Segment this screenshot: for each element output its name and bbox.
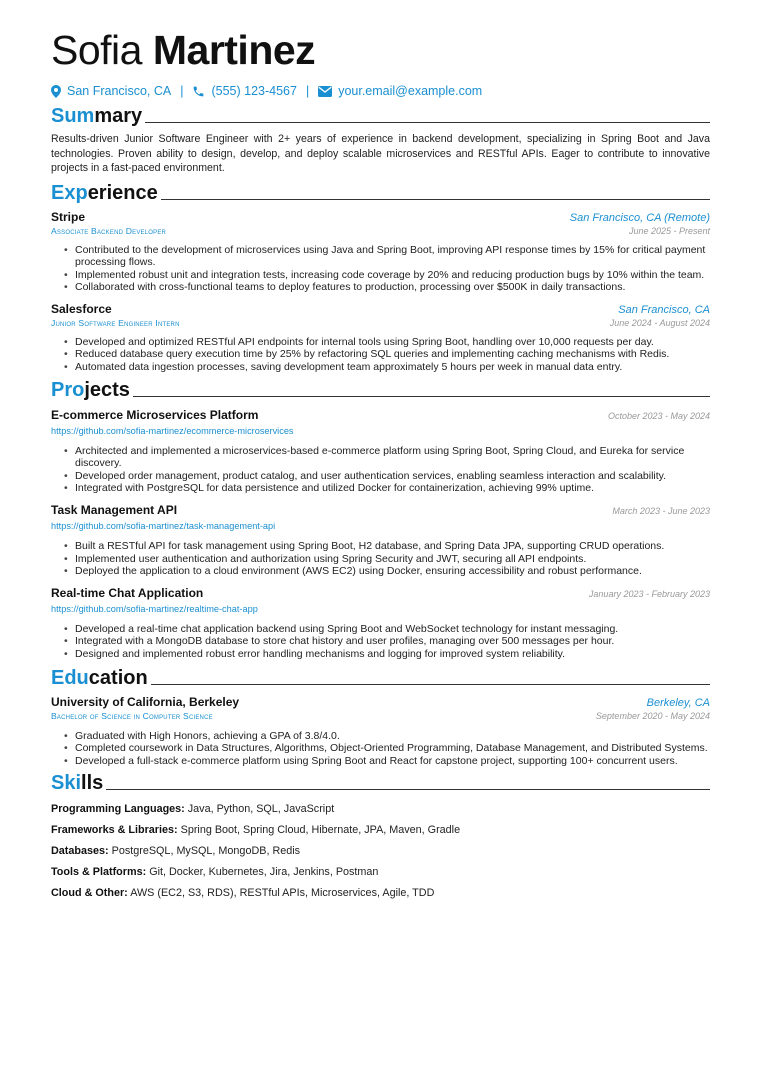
- bullet-list: [75, 730, 710, 768]
- job-location: San Francisco, CA: [618, 303, 710, 316]
- section-title: Summary: [51, 105, 143, 127]
- list-item: • Collaborated with cross-functional teams to deploy features to production, processing over $500K in daily transactions.: [75, 281, 710, 294]
- bullet-list: [75, 623, 710, 661]
- list-item: • Implemented robust unit and integration tests, increasing code coverage by 20% and reducing production bugs by 10% within the team.: [75, 269, 710, 282]
- project-link[interactable]: https://github.com/sofia-martinez/realtime-chat-app: [51, 603, 258, 614]
- skill-row: [51, 865, 710, 879]
- first-name: Sofia: [51, 27, 142, 73]
- section-title: Experience: [51, 181, 158, 204]
- skill-row: [51, 823, 710, 837]
- project-name: Task Management API: [51, 503, 178, 518]
- skill-row: [51, 844, 710, 858]
- list-item: • Contributed to the development of microservices using Java and Spring Boot, improving API response times by 15% for critical payment processing flows.: [75, 244, 710, 269]
- project-entry: [51, 408, 710, 495]
- skills-heading: [51, 772, 710, 794]
- phone-text: (555) 123-4567: [211, 84, 297, 98]
- degree: Bachelor of Science in Computer Science: [51, 710, 213, 721]
- skill-label: Cloud & Other:: [51, 887, 128, 900]
- summary-heading: [51, 105, 710, 127]
- list-item: • Developed order management, product catalog, and user authentication services, enabling seamless interaction and scalability.: [75, 470, 710, 483]
- skill-label: Frameworks & Libraries:: [51, 824, 178, 837]
- list-item: • Integrated with PostgreSQL for data persistence and utilized Docker for containerization, achieving 99% uptime.: [75, 482, 710, 495]
- project-name: Real-time Chat Application: [51, 585, 204, 600]
- project-entry: [51, 586, 710, 661]
- list-item: • Completed coursework in Data Structures, Algorithms, Object-Oriented Programming, Database Management, and Distributed Systems.: [75, 742, 710, 755]
- contact-location: [51, 84, 171, 98]
- company-name: Stripe: [51, 209, 86, 224]
- project-dates: January 2023 - February 2023: [588, 588, 710, 599]
- skill-value: PostgreSQL, MySQL, MongoDB, Redis: [111, 845, 301, 858]
- list-item: • Automated data ingestion processes, saving development team approximately 5 hours per week in manual data entry.: [75, 361, 710, 374]
- bullet-list: [75, 445, 710, 495]
- list-item: • Developed a real-time chat application backend using Spring Boot and WebSocket technology for instant messaging.: [75, 623, 710, 636]
- job-dates: June 2025 - Present: [628, 225, 710, 236]
- skill-label: Databases:: [51, 845, 109, 858]
- project-link[interactable]: https://github.com/sofia-martinez/task-management-api: [51, 521, 276, 532]
- list-item: • Integrated with a MongoDB database to store chat history and user profiles, managing over 500 messages per hour.: [75, 635, 710, 648]
- candidate-name: [51, 26, 710, 74]
- list-item: • Built a RESTful API for task management using Spring Boot, H2 database, and Spring Data JPA, supporting CRUD operations.: [75, 540, 710, 553]
- job-location: San Francisco, CA (Remote): [569, 211, 710, 224]
- job-title: Associate Backend Developer: [51, 225, 167, 236]
- skill-value: Spring Boot, Spring Cloud, Hibernate, JPA, Maven, Gradle: [180, 824, 461, 837]
- education-dates: September 2020 - May 2024: [595, 710, 710, 721]
- project-dates: March 2023 - June 2023: [612, 506, 710, 517]
- contact-separator: |: [180, 84, 184, 98]
- school-name: University of California, Berkeley: [51, 694, 240, 709]
- contact-separator: |: [305, 84, 310, 98]
- school-location: Berkeley, CA: [646, 696, 710, 709]
- list-item: • Architected and implemented a microservices-based e-commerce platform using Spring Boot, Spring Cloud, and Eureka for service discovery.: [75, 445, 710, 470]
- section-divider: [151, 684, 710, 685]
- list-item: • Deployed the application to a cloud environment (AWS EC2) using Docker, ensuring accessibility and robust performance.: [75, 565, 710, 578]
- bullet-list: [75, 336, 710, 374]
- section-divider: [145, 122, 710, 123]
- bullet-list: [75, 540, 710, 578]
- education-heading: [51, 667, 710, 689]
- phone-icon: [192, 85, 205, 98]
- section-divider: [106, 789, 710, 790]
- experience-heading: [51, 182, 710, 204]
- email-text: your.email@example.com: [338, 84, 483, 98]
- list-item: • Developed a full-stack e-commerce platform using Spring Boot and React for capstone project, supporting 100+ concurrent users.: [75, 755, 710, 768]
- project-entry: [51, 503, 710, 578]
- section-title: Education: [51, 666, 148, 689]
- skill-row: [51, 802, 710, 816]
- list-item: • Designed and implemented robust error handling mechanisms and logging for improved system reliability.: [75, 648, 710, 661]
- skill-value: AWS (EC2, S3, RDS), RESTful APIs, Microservices, Agile, TDD: [130, 887, 435, 900]
- company-name: Salesforce: [51, 301, 112, 316]
- experience-entry: [51, 210, 710, 294]
- section-divider: [133, 396, 710, 397]
- job-title: Junior Software Engineer Intern: [51, 317, 180, 328]
- job-dates: June 2024 - August 2024: [609, 317, 710, 328]
- section-title: Skills: [51, 772, 104, 795]
- education-entry: [51, 695, 710, 768]
- list-item: • Graduated with High Honors, achieving a GPA of 3.8/4.0.: [75, 730, 710, 743]
- section-title: Projects: [51, 378, 130, 401]
- summary-text: Results-driven Junior Software Engineer with 2+ years of experience in backend development, specializing in Spring Boot and Java technologies. Proven ability to design, develop, and deploy scalable microservices and RESTful APIs. Eager to contribute to innovative projects in a fast-paced environment.: [51, 133, 710, 174]
- skills-list: [51, 802, 710, 900]
- project-link[interactable]: https://github.com/sofia-martinez/ecommerce-microservices: [51, 425, 294, 436]
- list-item: • Developed and optimized RESTful API endpoints for internal tools using Spring Boot, handling over 10,000 requests per day.: [75, 336, 710, 349]
- experience-entry: [51, 302, 710, 374]
- location-text: San Francisco, CA: [67, 84, 172, 98]
- skill-label: Tools & Platforms:: [51, 866, 147, 879]
- contact-email[interactable]: [318, 84, 482, 98]
- skill-value: Git, Docker, Kubernetes, Jira, Jenkins, Postman: [149, 866, 379, 879]
- project-dates: October 2023 - May 2024: [607, 410, 710, 421]
- envelope-icon: [318, 86, 332, 97]
- skill-row: [51, 886, 710, 900]
- project-name: E-commerce Microservices Platform: [51, 407, 259, 422]
- map-pin-icon: [51, 85, 61, 98]
- list-item: • Reduced database query execution time by 25% by refactoring SQL queries and implementing caching mechanisms with Redis.: [75, 348, 710, 361]
- bullet-list: [75, 244, 710, 294]
- contact-bar: [51, 82, 710, 100]
- skill-label: Programming Languages:: [51, 803, 185, 816]
- last-name: Martinez: [152, 27, 316, 73]
- contact-phone[interactable]: [192, 84, 296, 98]
- skill-value: Java, Python, SQL, JavaScript: [187, 803, 335, 816]
- projects-heading: [51, 379, 710, 401]
- list-item: • Implemented user authentication and authorization using Spring Security and JWT, securing all API endpoints.: [75, 553, 710, 566]
- section-divider: [161, 199, 710, 200]
